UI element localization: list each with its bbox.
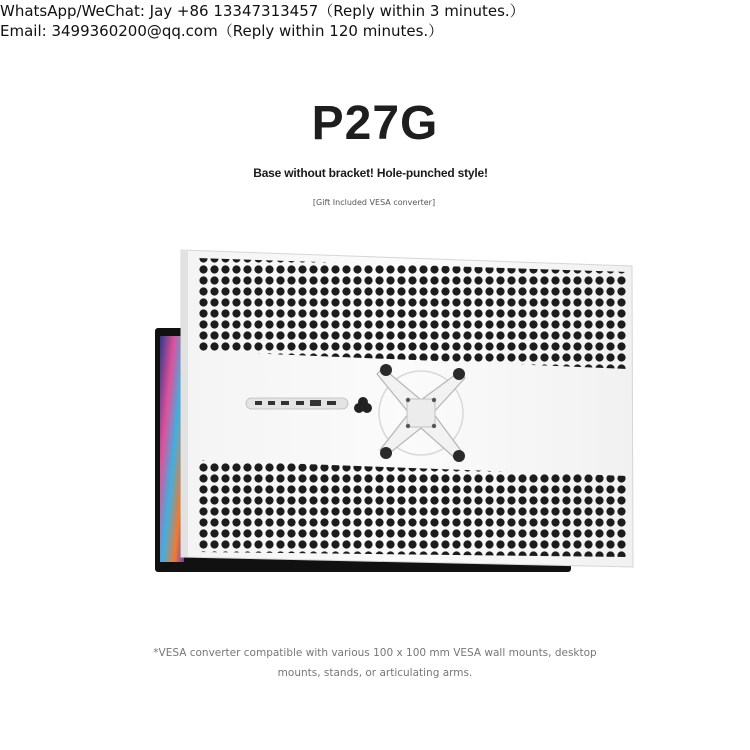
- io-ports: [246, 398, 348, 409]
- product-tagline: Base without bracket! Hole-punched style!: [253, 166, 488, 180]
- top-vent-perforation: [197, 258, 628, 369]
- gift-note: [Gift Included VESA converter]: [312, 198, 436, 207]
- vesa-compatibility-footnote: [150, 643, 600, 683]
- footnote-line-2: mounts, stands, or articulating arms.: [277, 667, 473, 679]
- bottom-vent-perforation: [197, 460, 628, 557]
- product-model-title: P27G: [311, 97, 439, 150]
- footnote-line-1: *VESA converter compatible with various 100 x 100 mm VESA wall mounts, desktop: [153, 647, 597, 659]
- whatsapp-contact: WhatsApp/WeChat: Jay +86 13347313457（Reply within 3 minutes.）: [0, 2, 525, 20]
- email-contact: Email: 3499360200@qq.com（Reply within 120 minutes.）: [0, 22, 444, 40]
